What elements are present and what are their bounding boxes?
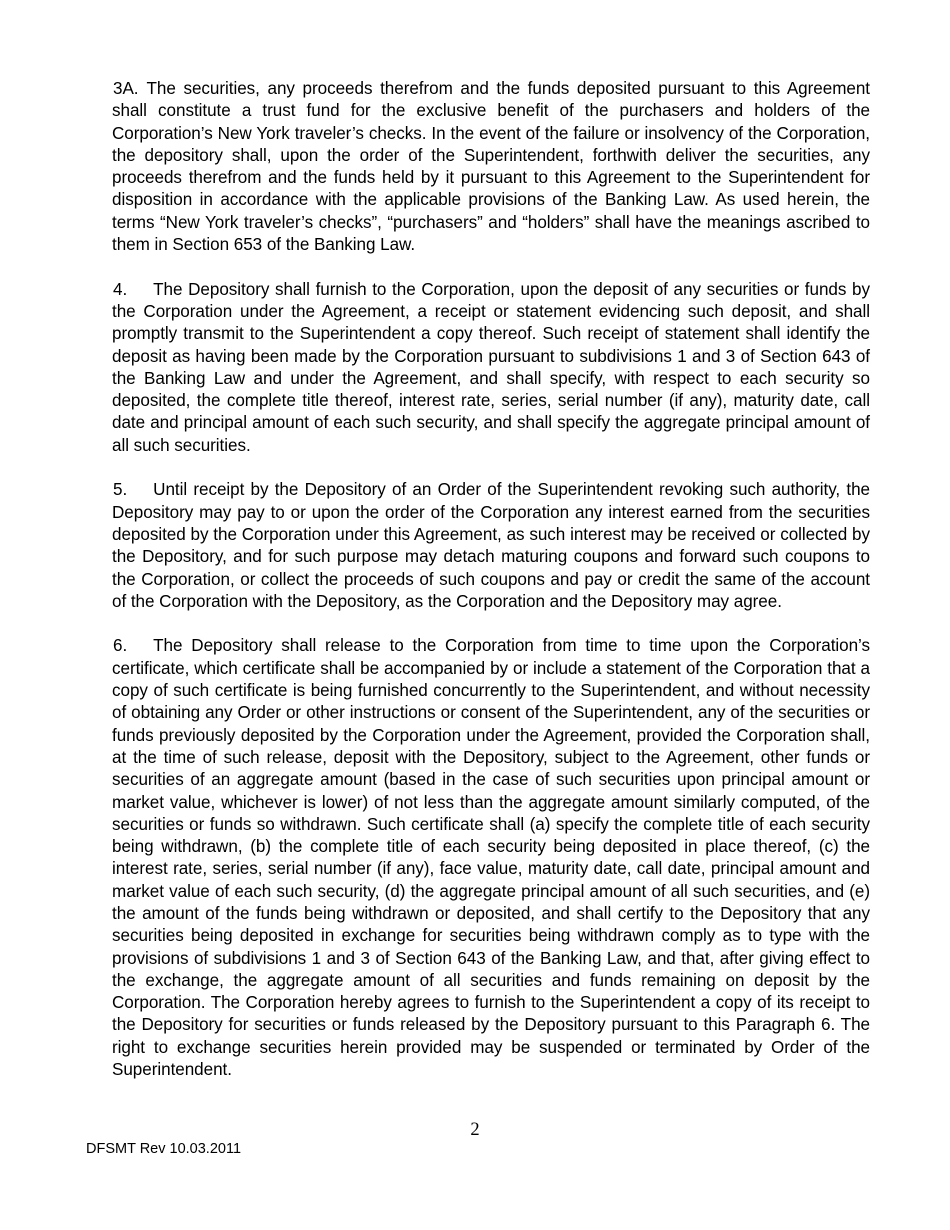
paragraph-text-4: The Depository shall furnish to the Corporation, upon the deposit of any securities or funds by the Corporation under the Agreement, a receipt or statement evidencing such deposit, and shall promptly transmit to the Superintendent a copy thereof. Such receipt of statement shall identify the deposit as having been made by the Corporation pursuant to subdivisions 1 and 3 of Section 643 of the Banking Law and under the Agreement, and shall specify, with respect to each security so deposited, the complete title thereof, interest rate, series, serial number (if any), maturity date, call date and principal amount of each such security, and shall specify the aggregate principal amount of all such securities. [112,279,870,455]
paragraph-text-6: The Depository shall release to the Corporation from time to time upon the Corporation’s certificate, which certificate shall be accompanied by or include a statement of the Corporation that a copy of such certificate is being furnished concurrently to the Superintendent, and without necessity of obtaining any Order or other instructions or consent of the Superintendent, any of the securities or funds previously deposited by the Corporation under the Agreement, provided the Corporation shall, at the time of such release, deposit with the Depository, subject to the Agreement, other funds or securities of an aggregate amount (based in the case of such securities upon principal amount or market value, whichever is lower) of not less than the aggregate amount similarly computed, of the securities or funds so withdrawn. Such certificate shall (a) specify the complete title of each security being withdrawn, (b) the complete title of each security being deposited in place thereof, (c) the interest rate, series, serial number (if any), face value, maturity date, call date, principal amount and market value of each such security, (d) the aggregate principal amount of all such securities, and (e) the amount of the funds being withdrawn or deposited, and shall certify to the Depository that any securities being deposited in exchange for securities being withdrawn comply as to type with the provisions of subdivisions 1 and 3 of Section 643 of the Banking Law, and that, after giving effect to the exchange, the aggregate amount of all securities and funds remaining on deposit by the Corporation. The Corporation hereby agrees to furnish to the Superintendent a copy of its receipt to the Depository for securities or funds released by the Depository pursuant to this Paragraph 6. The right to exchange securities herein provided may be suspended or terminated by Order of the Superintendent. [112,636,870,1080]
paragraph-marker-6: 6. [113,636,128,656]
paragraph-5 [112,479,870,613]
paragraph-marker-4: 4. [113,279,128,299]
paragraph-text-5: Until receipt by the Depository of an Order of the Superintendent revoking such authority, the Depository may pay to or upon the order of the Corporation any interest earned from the securities deposited by the Corporation under this Agreement, as such interest may be received or collected by the Depository, and for such purpose may detach maturing coupons and forward such coupons to the Corporation, or collect the proceeds of such coupons and pay or credit the same of the account of the Corporation with the Depository, as the Corporation and the Depository may agree. [112,480,870,611]
paragraph-text-3a: The securities, any proceeds therefrom and the funds deposited pursuant to this Agreement shall constitute a trust fund for the exclusive benefit of the purchasers and holders of the Corporation’s New York traveler’s checks. In the event of the failure or insolvency of the Corporation, the depository shall, upon the order of the Superintendent, forthwith deliver the securities, any proceeds therefrom and the funds held by it pursuant to this Agreement to the Superintendent for disposition in accordance with the applicable provisions of the Banking Law. As used herein, the terms “New York traveler’s checks”, “purchasers” and “holders” shall have the meanings ascribed to them in Section 653 of the Banking Law. [112,79,870,255]
paragraph-6 [112,635,870,1081]
paragraph-3a [112,78,870,256]
page-number: 2 [470,1120,480,1140]
paragraph-4 [112,279,870,457]
footer-revision-stamp: DFSMT Rev 10.03.2011 [86,1141,242,1157]
paragraph-marker-5: 5. [113,480,128,500]
paragraph-marker-3a: 3A. [113,79,139,98]
document-body [112,78,870,1081]
